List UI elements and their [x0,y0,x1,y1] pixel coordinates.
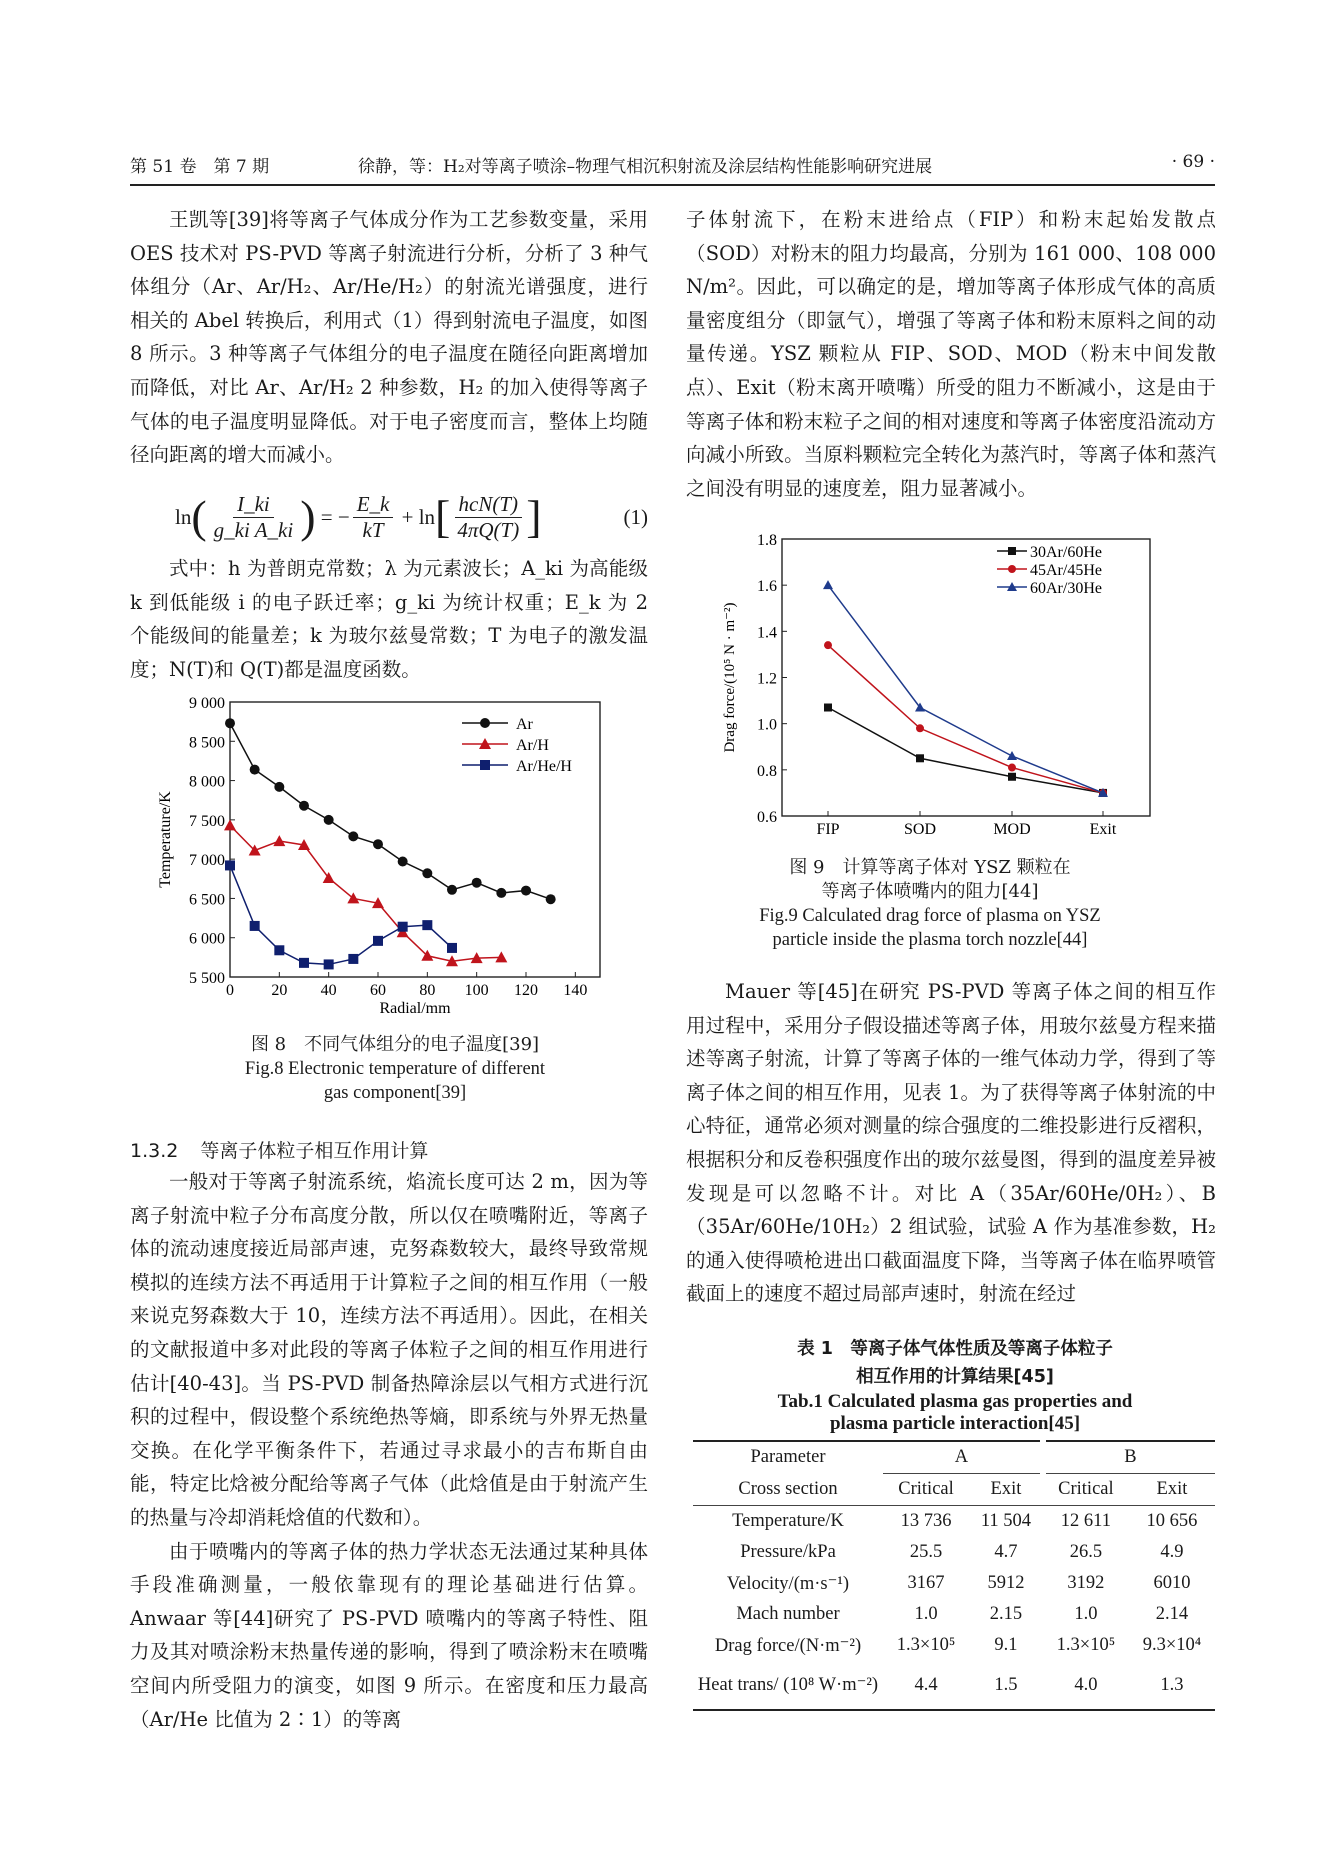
fig9-caption-zh-2: 等离子体喷嘴内的阻力[44] [821,881,1039,902]
table-cell: 2.14 [1155,1604,1189,1624]
legend-label: Ar/He/H [516,758,572,775]
table-header-row-2 [693,1474,1215,1506]
table-row-label: Temperature/K [732,1511,844,1531]
left-para-1 [130,203,648,472]
legend-label: 30Ar/60He [1030,544,1102,561]
table-header-cell: Exit [990,1479,1022,1499]
header-rule [130,184,1215,186]
table-cell: 4.7 [994,1542,1018,1562]
left-para-3 [130,1165,648,1736]
table-cell: 1.3×10⁵ [1056,1635,1116,1655]
right-para-2 [686,975,1216,1311]
eq-t2-den: 4πQ(T) [457,517,520,542]
square-marker-icon [250,921,260,931]
circle-marker-icon [422,868,432,878]
table-cell: 1.5 [969,1661,1043,1710]
running-header [130,146,1215,186]
x-tick-label: 20 [271,982,288,999]
x-tick-label: 0 [226,982,234,999]
y-tick-label: 1.8 [757,532,777,549]
y-tick-label: 5 500 [189,970,225,987]
table-cell: 1.0 [914,1604,938,1624]
triangle-marker-icon [1007,751,1017,760]
table-header-cell: Cross section [738,1478,838,1499]
y-tick-label: 0.6 [757,809,777,826]
circle-marker-icon [496,888,506,898]
square-marker-icon [225,860,235,870]
table-row [693,1661,1215,1710]
y-tick-label: 0.8 [757,762,777,780]
y-tick-label: 6 500 [189,891,225,909]
square-marker-icon [398,922,408,932]
square-marker-icon [824,704,832,712]
triangle-marker-icon [823,580,833,589]
square-marker-icon [916,754,924,762]
circle-marker-icon [447,885,457,895]
y-tick-label: 7 000 [189,852,225,870]
circle-marker-icon [274,782,284,792]
eq-lhs-den: g_ki A_ki [213,517,294,542]
paragraph: 式中：h 为普朗克常数；λ 为元素波长；A_ki 为高能级 k 到低能级 i 的电子跃迁率；g_ki 为统计权重；E_k 为 2 个能级间的能量差；k 为玻尔兹曼常数；T 为电子的激发温度；N(T)和 Q(T)都是温度函数。 [130,557,648,681]
circle-marker-icon [398,857,408,867]
table-cell: 6010 [1153,1573,1191,1593]
circle-marker-icon [472,878,482,888]
y-tick-label: 9 000 [189,695,225,712]
x-tick-label: FIP [816,821,840,838]
circle-marker-icon [916,724,924,732]
circle-marker-icon [299,801,309,811]
table-cell: 4.0 [1043,1661,1129,1710]
series-line [828,585,1103,793]
equation-number: (1) [623,505,648,529]
paragraph: 子体射流下，在粉末进给点（FIP）和粉末起始发散点（SOD）对粉末的阻力均最高，分别为 161 000、108 000 N/m²。因此，可以确定的是，增加等离子体形成气体的高质量密度组分（即氩气），增强了等离子体和粉末原料之间的动量传递。YSZ 颗粒从 FIP、SOD、MOD（粉末中间发散点）、Exit（粉末离开喷嘴）所受的阻力不断减小，这是由于等离子体和粉末粒子之间的相对速度和等离子体密度沿流动方向减小所致。当原料颗粒完全转化为蒸汽时，等离子体和蒸汽之间没有明显的速度差，阻力显著减小。 [686,208,1216,500]
square-marker-icon [324,959,334,969]
section-title: 等离子体粒子相互作用计算 [200,1140,429,1162]
paragraph: 由于喷嘴内的等离子体的热力学状态无法通过某种具体手段准确测量，一般依靠现有的理论基础进行估算。Anwaar 等[44]研究了 PS-PVD 喷嘴内的等离子特性、阻力及其对喷涂粉末热量传递的影响，得到了喷涂粉末在喷嘴空间内所受阻力的演变，如图 9 所示。在密度和压力最高（Ar/He 比值为 2∶1）的等离 [130,1539,648,1731]
fig8-chart [130,690,630,1025]
table-header-cell: A [883,1441,1043,1474]
table-cell: 1.0 [1074,1604,1098,1624]
table-cell: 10 656 [1146,1511,1198,1531]
x-tick-label: 60 [370,982,386,999]
table-header-cell: Exit [1156,1479,1188,1499]
table1-caption-en-2: plasma particle interaction[45] [829,1413,1081,1434]
circle-marker-icon [348,831,358,841]
table-cell: 9.3×10⁴ [1142,1635,1202,1655]
table-header-cell: Parameter [693,1441,883,1474]
circle-marker-icon [225,718,235,728]
table-cell: 3192 [1067,1573,1105,1593]
y-tick-label: 8 000 [189,773,225,791]
equation-1 [175,488,648,546]
circle-marker-icon [824,641,832,649]
triangle-marker-icon [323,872,335,883]
series-line [828,645,1103,793]
table-row [693,1537,1215,1568]
section-number: 1.3.2 [130,1140,179,1162]
series-line [230,723,551,899]
table-row-label: Drag force/(N·m⁻²) [714,1635,862,1656]
square-marker-icon [1008,547,1016,555]
circle-marker-icon [324,815,334,825]
table-row [693,1506,1215,1538]
circle-marker-icon [1008,565,1016,573]
square-marker-icon [1008,773,1016,781]
table1-caption [690,1335,1220,1435]
volume-issue: 第 51 卷 第 7 期 [130,157,270,177]
series-line [230,865,452,964]
table-row [693,1568,1215,1599]
x-tick-label: MOD [993,821,1031,838]
table-cell: 1.3 [1129,1661,1215,1710]
fig9-caption-zh-1: 图 9 计算等离子体对 YSZ 颗粒在 [789,857,1071,878]
table-cell: 5912 [987,1573,1025,1593]
circle-marker-icon [250,765,260,775]
y-tick-label: 1.2 [757,670,777,688]
eq-t1-den: kT [362,517,384,542]
y-axis-label: Temperature/K [157,791,174,888]
y-tick-label: 1.6 [757,578,777,596]
y-tick-label: 6 000 [189,930,225,948]
table1-caption-en-1: Tab.1 Calculated plasma gas properties and [777,1391,1133,1412]
x-tick-label: 100 [464,982,489,999]
table-header-cell: Critical [898,1479,954,1499]
x-tick-label: 120 [514,982,538,999]
square-marker-icon [422,920,432,930]
table-header-row-1 [693,1441,1215,1474]
table-cell: 26.5 [1069,1542,1103,1562]
eq-t1-num: E_k [353,492,394,518]
square-marker-icon [274,945,284,955]
triangle-marker-icon [273,835,285,846]
square-marker-icon [447,943,457,953]
table-header-cell: Critical [1058,1479,1114,1499]
table-header-cell: B [1043,1441,1215,1474]
circle-marker-icon [480,718,490,728]
fig8-caption-en-2: gas component[39] [323,1083,467,1103]
table-row-label: Pressure/kPa [740,1542,836,1562]
x-tick-label: 80 [419,982,436,999]
x-axis-label: Radial/mm [379,1000,451,1017]
legend-label: 60Ar/30He [1030,580,1102,597]
y-axis-label: Drag force/(10⁵ N · m⁻²) [722,602,738,753]
table1-caption-zh-1: 表 1 等离子体气体性质及等离子体粒子 [797,1339,1113,1359]
legend-label: 45Ar/45He [1030,562,1102,579]
y-tick-label: 1.4 [757,624,777,642]
paragraph: 一般对于等离子射流系统，焰流长度可达 2 m，因为等离子射流中粒子分布高度分散，所以仅在喷嘴附近，等离子体的流动速度接近局部声速，克努森数较大，最终导致常规模拟的连续方法不再适用于计算粒子之间的相互作用（一般来说克努森数大于 10，连续方法不再适用）。因此，在相关的文献报道中多对此段的等离子体粒子之间的相互作用进行估计[40-43]。当 PS-PVD 制备热障涂层以气相方式进行沉积的过程中，假设整个系统绝热等熵，即系统与外界无热量交换。在化学平衡条件下，若通过寻求最小的吉布斯自由能，特定比焓被分配给等离子气体（此焓值是由于射流产生的热量与冷却消耗焓值的代数和）。 [130,1170,648,1529]
paragraph: 王凯等[39]将等离子气体成分作为工艺参数变量，采用 OES 技术对 PS-PVD 等离子射流进行分析，分析了 3 种气体组分（Ar、Ar/H₂、Ar/He/H₂）的射流光谱强度，进行相关的 Abel 转换后，利用式（1）得到射流电子温度，如图 8 所示。3 种等离子气体组分的电子温度在随径向距离增加而降低，对比 Ar、Ar/H₂ 2 种参数，H₂ 的加入使得等离子气体的电子温度明显降低。对于电子密度而言，整体上均随径向距离的增大而减小。 [130,208,648,467]
circle-marker-icon [373,839,383,849]
table-cell: 1.3×10⁵ [896,1635,956,1655]
table-cell: 4.9 [1160,1542,1184,1562]
paragraph: Mauer 等[45]在研究 PS-PVD 等离子体之间的相互作用过程中，采用分子假设描述等离子体，用玻尔兹曼方程来描述等离子射流，计算了等离子体的一维气体动力学，得到了等离子体之间的相互作用，见表 1。为了获得等离子体射流的中心特征，通常必须对测量的综合强度的二维投影进行反褶积，根据积分和反卷积强度作出的玻尔兹曼图，得到的温度差异被发现是可以忽略不计。对比 A（35Ar/60He/0H₂）、B（35Ar/60He/10H₂）2 组试验，试验 A 作为基准参数，H₂ 的通入使得喷枪进出口截面温度下降，当等离子体在临界喷管截面上的速度不超过局部声速时，射流在经过 [686,980,1216,1306]
square-marker-icon [348,954,358,964]
table-cell: 3167 [907,1573,945,1593]
table-row-label: Mach number [736,1604,840,1624]
series-line [828,708,1103,793]
table-cell: 4.4 [883,1661,969,1710]
eq-lhs-num: I_ki [233,492,274,518]
table-cell: 25.5 [909,1542,943,1562]
table-cell: 13 736 [900,1511,952,1531]
page-number: · 69 · [1171,152,1215,172]
legend-label: Ar/H [516,737,549,754]
fig9-chart [700,530,1180,850]
table-row [693,1599,1215,1630]
eq-t2-num: hcN(T) [455,492,523,518]
y-tick-label: 8 500 [189,734,225,752]
circle-marker-icon [521,886,531,896]
table-1 [693,1440,1215,1711]
table-cell: 9.1 [994,1635,1018,1655]
right-para-1 [686,203,1216,505]
circle-marker-icon [1008,764,1016,772]
x-tick-label: SOD [903,821,937,838]
table-row [693,1630,1215,1661]
fig9-caption-en-2: particle inside the plasma torch nozzle[44] [772,930,1088,950]
equation-expression: ln ( $\frac{I\_ki}{\text{g\_ki A\_ki}}$ ) = − $\frac{E\_k}{kT}$ + ln [ $\frac{\text{hcN(T)}}{4\pi Q(T)}$ ] [175,491,542,542]
running-title: 徐静，等：H₂对等离子喷涂–物理气相沉积射流及涂层结构性能影响研究进展 [358,157,933,177]
x-tick-label: Exit [1089,821,1117,838]
section-heading [130,1136,428,1163]
table-row-label: Heat trans/ (10⁸ W·m⁻²) [693,1661,883,1710]
table1-caption-zh-2: 相互作用的计算结果[45] [856,1367,1054,1387]
y-tick-label: 7 500 [189,812,225,830]
fig8-caption [130,1033,660,1105]
square-marker-icon [480,760,490,770]
fig9-caption-en-1: Fig.9 Calculated drag force of plasma on YSZ [759,906,1101,926]
circle-marker-icon [546,894,556,904]
triangle-marker-icon [224,819,236,830]
left-para-2 [130,552,648,686]
y-tick-label: 1.0 [757,716,777,734]
table-cell: 11 504 [980,1511,1032,1531]
x-tick-label: 40 [320,982,337,999]
fig8-caption-en-1: Fig.8 Electronic temperature of different [244,1059,546,1079]
table-cell: 2.15 [989,1604,1023,1624]
table-row-label: Velocity/(m·s⁻¹) [726,1573,850,1594]
fig8-caption-zh: 图 8 不同气体组分的电子温度[39] [250,1034,540,1055]
square-marker-icon [373,936,383,946]
table-cell: 12 611 [1060,1511,1111,1531]
square-marker-icon [299,958,309,968]
fig9-caption [690,856,1170,952]
x-tick-label: 140 [563,982,588,999]
legend-label: Ar [516,716,533,733]
